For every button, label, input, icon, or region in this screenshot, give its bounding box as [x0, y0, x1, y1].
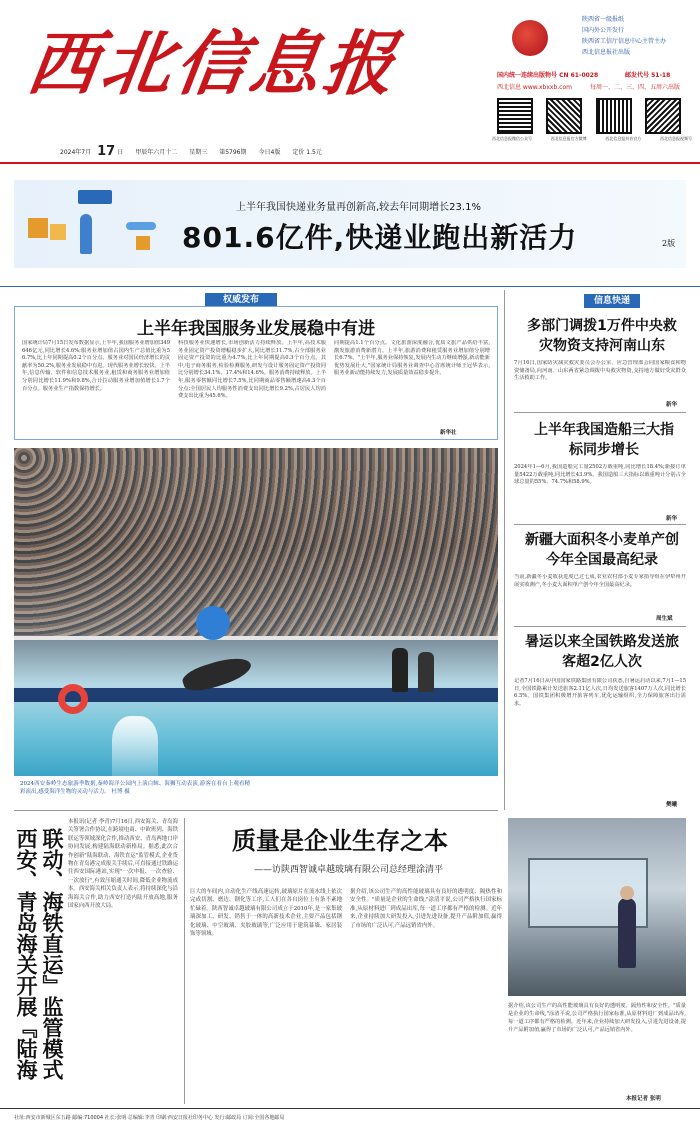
feature-headline: 质量是企业生存之本	[232, 827, 448, 855]
masthead-right-info	[582, 14, 700, 58]
dateline	[60, 142, 480, 160]
qr-caption: 西北信息报视频号	[659, 136, 692, 141]
photo-caption: 2024西安秦岭生态旅游季数据,秦岭海洋公园内上演白鲸、海狮互动表演,游客在看台上观看精彩演出,感受海洋生物的灵动与活力。 杜博 摄	[20, 781, 250, 795]
qr-code-2[interactable]	[546, 98, 582, 134]
dateline-pages: 今日4版	[258, 148, 281, 156]
info-line: 国内外公开发行	[582, 27, 625, 34]
worker-head	[620, 886, 634, 900]
banner-page-ref[interactable]: 2版	[662, 239, 676, 248]
sidebar-rule	[514, 524, 686, 525]
left-col-3: 同期提高1.1个百分点。文化旅游深度融合,优质文旅产品供给丰富,激发旅游消费新潜力。上半年,旅游消费和租赁服务业增加值分别增长6.7%。"上半年,服务业保持恢复,发展内生动力继续增强,新动能新优势发展壮大,"国家统计局服务业调查中心首席统计师王冠华表示,服务业新动能持续发力,发展质量效益稳步提升。	[334, 340, 490, 377]
trainer	[418, 652, 434, 692]
left-section-headline: 上半年我国服务业发展稳中有进	[137, 319, 375, 339]
dateline-year-month: 2024年7月	[60, 148, 92, 156]
masthead	[0, 0, 700, 142]
section-label-authority: 权威发布	[205, 293, 277, 307]
factory-photo[interactable]	[508, 818, 686, 996]
sidebar-item-1-text: 7月16日,国家防灾减灾救灾委员会办公室、应急管理部会同国家粮食和物资储备局,向河南、山东两省紧急调拨中央救灾物资,支持地方做好受灾群众生活救助工作。	[514, 360, 686, 382]
truck-icon	[78, 190, 112, 204]
feature-col-2: 据介绍,该公司生产的高性能玻璃具有良好的透明度、隔热性和安全性。"质量是企业的生命线,"涂清平说,公司严格执行国家标准,从原材料进厂到成品出库,每一道工序都有严格的检测。近年来,企业持续加大研发投入,引进先进设备,提升产品附加值,赢得了市场的广泛认可,产品远销省内外。	[350, 889, 502, 929]
section-label-news-express: 信息快递	[584, 294, 640, 308]
website: 西北信息 www.xbxxb.com	[497, 84, 572, 91]
dateline-day: 17	[97, 143, 116, 159]
left-col-1: 国家统计局7月15日发布数据显示,上半年,我国服务业增加值349646亿元,同比增长4.6%;服务业增加值占国内生产总值比重为56.7%,比上年同期提高0.2个百分点。服务业对国民经济增长的贡献率为50.2%,服务业发展稳中有进。现代服务业增长较快。上半年,信息传输、软件和信息技术服务业,租赁和商务服务业增加值分别同比增长11.9%和9.8%,合计拉动服务业增加值增长1.7个百分点。服务业生产指数保持增长。	[22, 340, 170, 392]
sidebar-item-2-text: 2024年1—6月,我国造船完工量2502万载重吨,同比增长18.4%;新接订单量5422万载重吨,同比增长43.9%。我国造船三大指标以载重吨计分别占全球总量的55%、74.7%和58.9%。	[514, 464, 686, 486]
sidebar-item-3-headline[interactable]: 新疆大面积冬小麦单产创今年全国最高纪录	[525, 532, 679, 568]
ball	[196, 606, 230, 640]
info-line: 西北信息报社出版	[582, 49, 631, 56]
water-splash	[112, 716, 158, 776]
sidebar-item-3-source: 周生斌	[656, 616, 673, 622]
delivery-illustration	[18, 188, 168, 264]
sidebar-item-1-headline[interactable]: 多部门调拨1万件中央救灾物资支持河南山东	[527, 318, 677, 354]
aquarium-show-photo[interactable]	[14, 448, 498, 776]
frequency: 每周一、二、三、四、五周六出版	[590, 84, 681, 91]
info-line: 陕西省一级报纸	[582, 16, 625, 23]
info-line: 陕西省工信厅信息中心主管主办	[582, 38, 667, 45]
sidebar-item-3-text: 当前,新疆冬小麦收获进度已过七成,农业农村部小麦专家指导组在伊犁州开展实收测产,冬小麦大面积单产创今年全国最高纪录。	[514, 574, 686, 588]
masthead-divider	[0, 162, 700, 164]
left-section-byline: 新华社	[440, 430, 457, 436]
crowd	[14, 448, 498, 638]
drone-icon	[126, 222, 156, 230]
trainer	[392, 648, 408, 692]
left-col-2: 科技服务业快速增长,市场创新活力持续释放。上半年,高技术服务业固定资产投资增幅稳步扩大,同比增长11.7%,占全部服务业固定资产投资的比重为4.7%,比上年同期提高0.3个百分点。其中,电子商务服务,检验检测服务,研发与设计服务固定资产投资同比分别增长34.1%、17.4%和14.6%。服务消费持续释放。上半年,服务零售额同比增长7.5%,比同期商品零售额增速高4.3个百分点;全国居民人均服务性消费支出同比增长9.2%,占居民人均消费支出比重为45.6%。	[178, 340, 326, 400]
footer-text: 社址:西安市新城区东五路 邮编:710004 社长:张明 总编辑:李青 印刷:西安日报社印务中心 发行:邮政局 订阅:全国各地邮局	[14, 1115, 285, 1121]
qr-code-3[interactable]	[596, 98, 632, 134]
sidebar-rule	[514, 412, 686, 413]
box-icon	[136, 236, 150, 250]
qr-caption: 西北信息报微信公众号	[492, 136, 532, 141]
qr-code-4[interactable]	[645, 98, 681, 134]
qr-code-1[interactable]	[497, 98, 533, 134]
sidebar-item-2-source: 新华	[666, 516, 678, 522]
feature-divider	[184, 818, 185, 1104]
sidebar-item-2-headline[interactable]: 上半年我国造船三大指标同步增长	[534, 422, 674, 458]
feature-byline-text: 据介绍,该公司生产的高性能玻璃具有良好的透明度、隔热性和安全性。"质量是企业的生命线,"涂清平说,公司严格执行国家标准,从原材料进厂到成品出库,每一道工序都有严格的检测。近年来,企业持续加大研发投入,引进先进设备,提升产品附加值,赢得了市场的广泛认可,产品远销省内外。	[508, 1003, 686, 1033]
masthead-emblem	[512, 20, 548, 56]
box-icon	[50, 224, 66, 240]
footer-divider	[0, 1108, 700, 1109]
banner[interactable]	[14, 180, 686, 268]
post-code: 邮发代号 51-18	[625, 72, 671, 79]
issn: 国内统一连续出版物号 CN 61-0028	[497, 72, 599, 79]
banner-headline: 801.6亿件,快递业跑出新活力	[182, 221, 578, 254]
sidebar-divider	[504, 290, 505, 810]
vertical-headline-1: 西安、青岛海关开展『陆海	[14, 828, 38, 1080]
worker	[618, 898, 636, 968]
qr-caption: 西北信息报官方微博	[550, 136, 587, 141]
dateline-issue: 第5796期	[219, 148, 247, 156]
banner-subtitle: 上半年我国快递业务量再创新高,较去年同期增长23.1%	[236, 202, 481, 213]
feature-subheadline: ——访陕西智诚卓越玻璃有限公司总经理涂清平	[254, 865, 444, 875]
sidebar-item-4-source: 樊曦	[666, 802, 678, 808]
dateline-price: 定价 1.5元	[292, 148, 322, 156]
railing	[14, 636, 498, 640]
dateline-weekday: 星期三	[189, 148, 208, 156]
sidebar-rule	[514, 626, 686, 627]
sidebar-item-4-text: 记者7月16日从中国国家铁路集团有限公司获悉,自暑运启动以来,7月1—15日,全国铁路累计发送旅客2.11亿人次,日均发送旅客1407万人次,同比增长6.5%。国铁集团积极增开旅客列车,优化运输组织,全力保障旅客出行需求。	[514, 678, 686, 707]
dateline-day-suffix: 日	[117, 148, 124, 156]
feature-col-1: 巨大的车间内,自动化生产线高速运转,玻璃原片在流水线上依次完成切割、磨边、钢化等工序,工人们在各自岗位上有条不紊地忙碌着。陕西智诚卓越玻璃有限公司成立于2010年,是一家集玻璃深加工、研发、销售于一体的高新技术企业,主要产品包括钢化玻璃、中空玻璃、夹胶玻璃等,广泛应用于建筑幕墙、家居装饰等领域。	[190, 889, 342, 938]
dateline-lunar: 甲辰年六月十二	[135, 148, 178, 156]
sidebar-item-4-headline[interactable]: 暑运以来全国铁路发送旅客超2亿人次	[525, 634, 679, 670]
person-icon	[80, 214, 92, 254]
bottom-left-divider	[14, 810, 498, 811]
banner-divider	[0, 286, 700, 287]
box-icon	[28, 218, 48, 238]
life-ring	[58, 684, 88, 714]
bottom-left-text: 本报讯(记者 李青)7月16日,西安海关、青岛海关签署合作协议,在跨境电商、中欧班列、海铁联运等领域深化合作,推动西安、青岛两地口岸协同发展,构建陆海联动新格局。据悉,此次合作创新"陆海联动、海铁直运"监管模式,企业货物在青岛港完成报关手续后,可直接通过铁路运往西安国际港站,实现"一次申报、一次查验、一次放行",有效压缩通关时间,降低企业物流成本。西安海关相关负责人表示,将持续深化与沿海海关合作,助力西安打造内陆开放高地,服务国家向西开放大局。	[68, 819, 178, 910]
masthead-title: 西北信息报	[22, 22, 404, 105]
qr-caption: 西北信息报抖音官方	[605, 136, 642, 141]
qr-captions	[492, 136, 692, 142]
feature-byline: 本报记者 张明	[626, 1096, 661, 1102]
sidebar-item-1-source: 新华	[666, 402, 678, 408]
vertical-headline-2: 联动、海铁直运』监管模式	[40, 828, 64, 1080]
